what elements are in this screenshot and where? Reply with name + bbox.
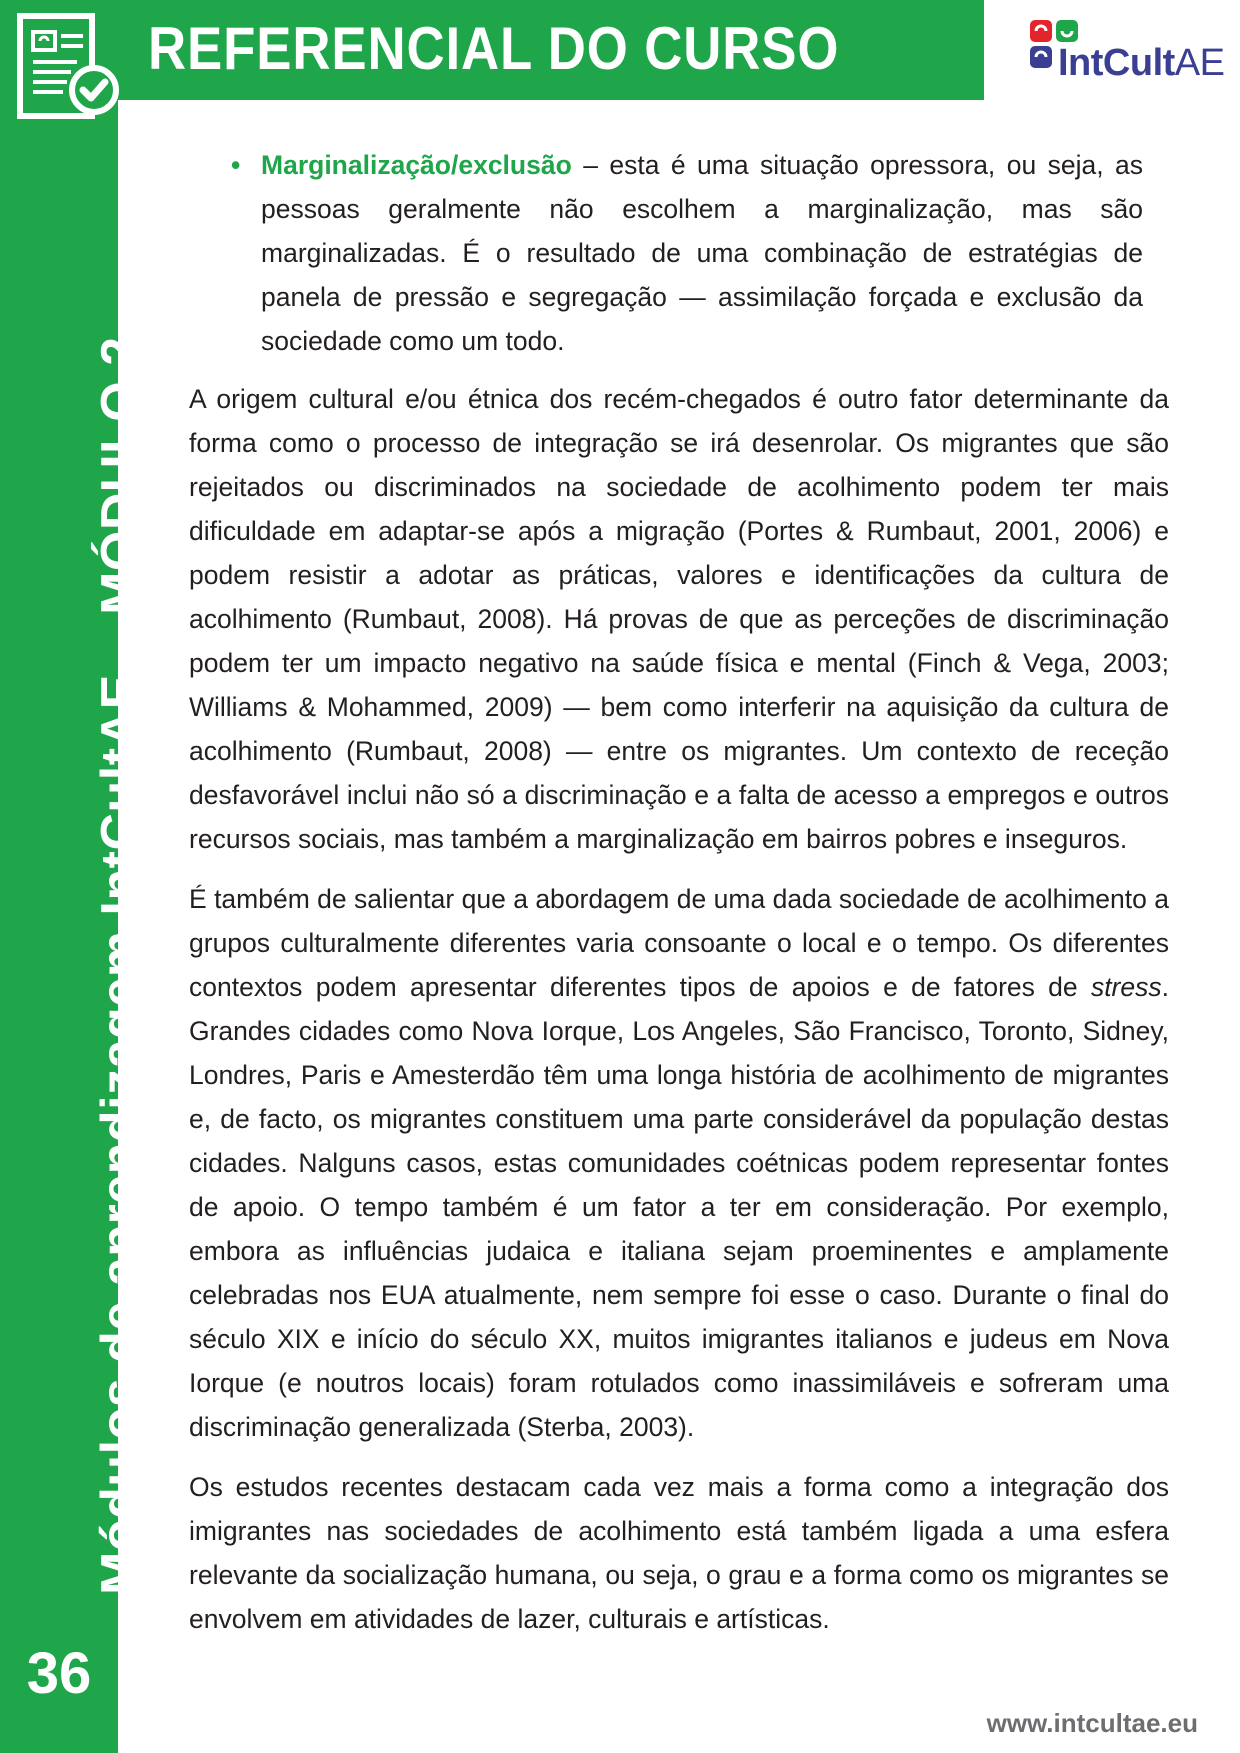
paragraph-1: A origem cultural e/ou étnica dos recém-chegados é outro fator determinante da forma como o processo de integração se irá desenrolar. Os migrantes que são rejeitados ou discriminados na sociedade de acolhimento podem ter mais dificuldade em adaptar-se após a migração (Portes & Rumbaut, 2001, 2006) e podem resistir a adotar as práticas, valores e identificações da cultura de acolhimento (Rumbaut, 2008). Há provas de que as perceções de discriminação podem ter um impacto negativo na saúde física e mental (Finch & Vega, 2003; Williams & Mohammed, 2009) — bem como interferir na aquisição da cultura de acolhimento (Rumbaut, 2008) — entre os migrantes. Um contexto de receção desfavorável inclui não só a discriminação e a falta de acesso a empregos e outros recursos sociais, mas também a marginalização em bairros pobres e inseguros. <box>189 384 1169 854</box>
bullet-text: – esta é uma situação opressora, ou seja, as pessoas geralmente não escolhem a marginalização, mas são marginalizadas. É o resultado de uma combinação de estratégias de panela de pressão e segregação — assimilação forçada e exclusão da sociedade como um todo. <box>261 150 1143 356</box>
main-content <box>189 143 1169 1657</box>
paragraph-2: É também de salientar que a abordagem de uma dada sociedade de acolhimento a grupos culturalmente diferentes varia consoante o local e o tempo. Os diferentes contextos podem apresentar diferentes tipos de apoios e de fatores de stress. Grandes cidades como Nova Iorque, Los Angeles, São Francisco, Toronto, Sidney, Londres, Paris e Amesterdão têm uma longa história de acolhimento de migrantes e, de facto, os migrantes constituem uma parte considerável da população destas cidades. Nalguns casos, estas comunidades coétnicas podem representar fontes de apoio. O tempo também é um fator a ter em consideração. Por exemplo, embora as influências judaica e italiana sejam proeminentes e amplamente celebradas nos EUA atualmente, nem sempre foi esse o caso. Durante o final do século XIX e início do século XX, muitos imigrantes italianos e judeus em Nova Iorque (e noutros locais) foram rotulados como inassimiláveis e sofreram uma discriminação generalizada (Sterba, 2003). <box>189 884 1169 1442</box>
footer-url: www.intcultae.eu <box>986 1708 1198 1738</box>
page-title: REFERENCIAL DO CURSO <box>148 15 840 82</box>
emphasis-stress: stress <box>1090 972 1162 1002</box>
course-checklist-icon <box>16 12 122 130</box>
bullet-marginalization <box>189 143 1169 363</box>
page-number: 36 <box>26 1641 92 1706</box>
logo-wordmark: IntCultAE <box>1058 42 1225 84</box>
bullet-dot-icon: • <box>231 150 241 180</box>
paragraph-3: Os estudos recentes destacam cada vez mais a forma como a integração dos imigrantes nas sociedades de acolhimento está também ligada a uma esfera relevante da socialização humana, ou seja, o grau e a forma como os migrantes se envolvem em atividades de lazer, culturais e artísticas. <box>189 1472 1169 1634</box>
bullet-term: Marginalização/exclusão <box>261 150 572 180</box>
vertical-module-title: Módulos de aprendizagem IntCultAE – MÓDULO 2 <box>91 336 149 1595</box>
